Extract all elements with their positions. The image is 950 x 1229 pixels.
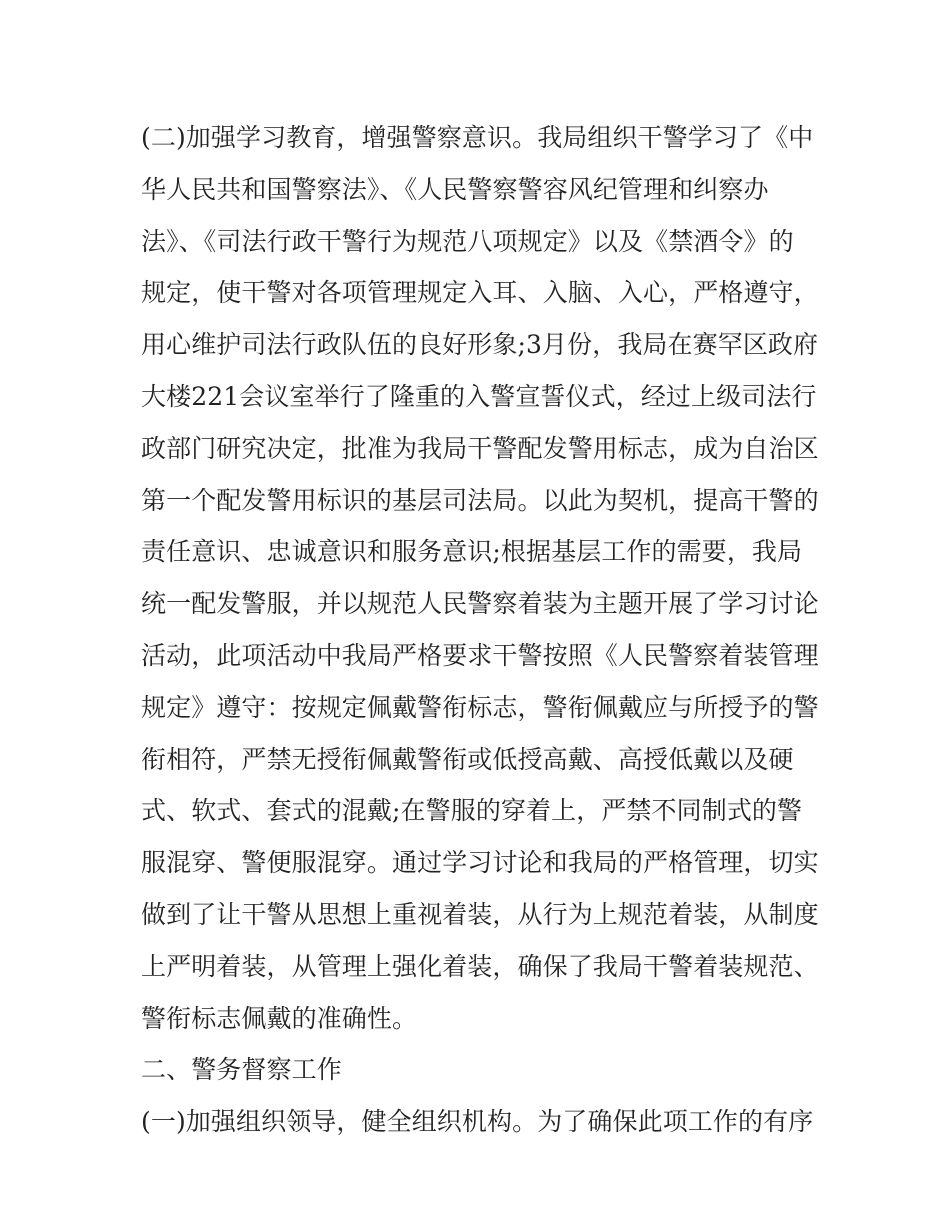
text-line: 做到了让干警从思想上重视着装，从行为上规范着装，从制度 [141, 899, 819, 929]
text-line: 大楼221会议室举行了隆重的入警宣誓仪式，经过上级司法行 [141, 381, 817, 411]
text-line: 用心维护司法行政队伍的良好形象;3月份，我局在赛罕区政府 [141, 330, 819, 360]
text-line: 规定，使干警对各项管理规定入耳、入脑、入心，严格遵守， [141, 278, 819, 308]
text-line: 衔相符，严禁无授衔佩戴警衔或低授高戴、高授低戴以及硬 [141, 744, 794, 774]
text-line: 活动，此项活动中我局严格要求干警按照《人民警察着装管理 [141, 640, 819, 670]
paragraph-organization-leadership [141, 1096, 821, 1148]
section-heading: 二、警务督察工作 [141, 1055, 342, 1085]
text-line: 法》、《司法行政干警行为规范八项规定》以及《禁酒令》的 [141, 226, 794, 256]
text-line: 警衔标志佩戴的准确性。 [141, 1003, 418, 1033]
text-line: 统一配发警服，并以规范人民警察着装为主题开展了学习讨论 [141, 589, 819, 619]
text-line: 责任意识、忠诚意识和服务意识;根据基层工作的需要，我局 [141, 537, 803, 567]
document-body [141, 112, 821, 1148]
text-line: 服混穿、警便服混穿。通过学习讨论和我局的严格管理，切实 [141, 848, 819, 878]
text-line: 政部门研究决定，批准为我局干警配发警用标志，成为自治区 [141, 433, 819, 463]
text-line: (二)加强学习教育，增强警察意识。我局组织干警学习了《中 [141, 123, 814, 152]
text-line: 华人民共和国警察法》、《人民警察警容风纪管理和纠察办 [141, 174, 769, 204]
text-line: 规定》遵守：按规定佩戴警衔标志，警衔佩戴应与所授予的警 [141, 692, 819, 722]
text-line: 第一个配发警用标识的基层司法局。以此为契机，提高干警的 [141, 485, 819, 515]
text-line: 上严明着装，从管理上强化着装，确保了我局干警着装规范、 [141, 951, 819, 981]
text-line: (一)加强组织领导，健全组织机构。为了确保此项工作的有序 [141, 1107, 814, 1137]
paragraph-study-education [141, 112, 821, 1044]
text-line: 式、软式、套式的混戴;在警服的穿着上，严禁不同制式的警 [141, 796, 803, 826]
